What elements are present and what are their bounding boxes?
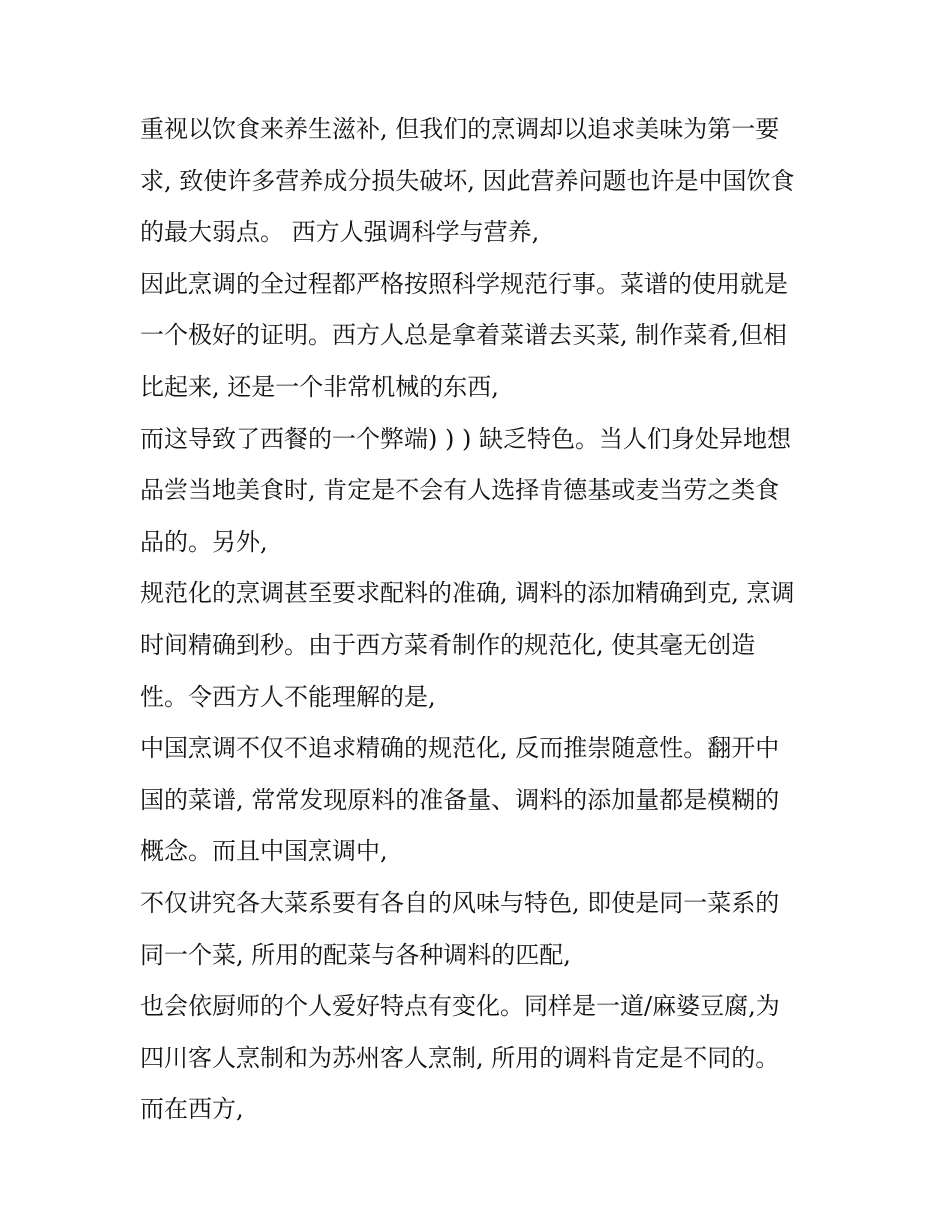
- text-line: 中国烹调不仅不追求精确的规范化, 反而推崇随意性。翻开中: [140, 734, 780, 763]
- text-line: 四川客人烹制和为苏州客人烹制, 所用的调料肯定是不同的。: [140, 1043, 780, 1072]
- text-line: 求, 致使许多营养成分损失破坏, 因此营养问题也许是中国饮食: [140, 166, 795, 195]
- text-line: 国的菜谱, 常常发现原料的准备量、调料的添加量都是模糊的: [140, 785, 780, 814]
- text-line: 比起来, 还是一个非常机械的东西,: [140, 372, 499, 401]
- text-line: 时间精确到秒。由于西方菜肴制作的规范化, 使其毫无创造: [140, 630, 756, 659]
- text-line: 规范化的烹调甚至要求配料的准确, 调料的添加精确到克, 烹调: [140, 579, 795, 608]
- text-line: 因此烹调的全过程都严格按照科学规范行事。菜谱的使用就是: [140, 269, 788, 298]
- text-line: 重视以饮食来养生滋补, 但我们的烹调却以追求美味为第一要: [140, 115, 780, 143]
- text-line: 概念。而且中国烹调中,: [140, 837, 388, 866]
- text-line: 也会依厨师的个人爱好特点有变化。同样是一道/麻婆豆腐,为: [140, 992, 780, 1021]
- text-line: 性。令西方人不能理解的是,: [140, 682, 436, 711]
- text-line: 而在西方,: [140, 1095, 244, 1124]
- body-text: [140, 107, 830, 1139]
- text-line: 品的。另外,: [140, 527, 268, 556]
- text-line: 的最大弱点。 西方人强调科学与营养,: [140, 218, 540, 247]
- text-line: 同一个菜, 所用的配菜与各种调料的匹配,: [140, 940, 571, 969]
- text-line: 不仅讲究各大菜系要有各自的风味与特色, 即使是同一菜系的: [140, 888, 780, 917]
- text-line: 一个极好的证明。西方人总是拿着菜谱去买菜, 制作菜肴,但相: [140, 321, 787, 350]
- text-line: 而这导致了西餐的一个弊端) ) ) 缺乏特色。当人们身处异地想: [140, 424, 791, 453]
- text-line: 品尝当地美食时, 肯定是不会有人选择肯德基或麦当劳之类食: [140, 476, 780, 505]
